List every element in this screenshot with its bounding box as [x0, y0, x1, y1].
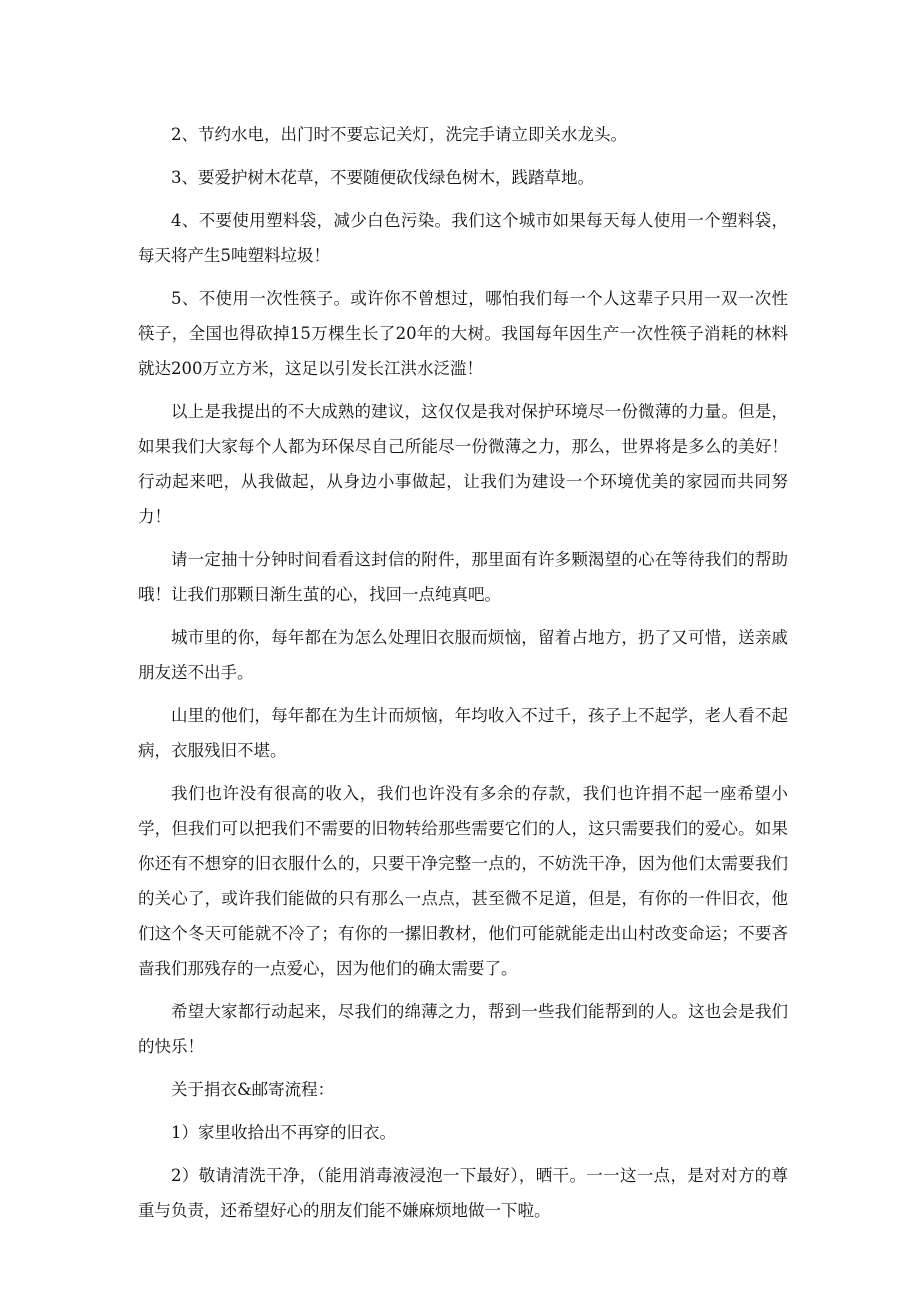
paragraph-tip-5: 5、不使用一次性筷子。或许你不曾想过，哪怕我们每一个人这辈子只用一双一次性筷子，全国也得砍掉15万棵生长了20年的大树。我国每年因生产一次性筷子消耗的林料就达200万立方米，这足以引发长江洪水泛滥！: [138, 289, 788, 378]
paragraph-donation-appeal: 我们也许没有很高的收入，我们也许没有多余的存款，我们也许捐不起一座希望小学，但我们可以把我们不需要的旧物转给那些需要它们的人，这只需要我们的爱心。如果你还有不想穿的旧衣服什么的，只要干净完整一点的，不妨洗干净，因为他们太需要我们的关心了，或许我们能做的只有那么一点点，甚至微不足道，但是，有你的一件旧衣，他们这个冬天可能就不冷了；有你的一摞旧教材，他们可能就能走出山村改变命运；不要吝啬我们那残存的一点爱心，因为他们的确太需要了。: [138, 784, 788, 978]
paragraph-city-people: 城市里的你，每年都在为怎么处理旧衣服而烦恼，留着占地方，扔了又可惜，送亲戚朋友送不出手。: [138, 628, 788, 682]
paragraph-step-1: 1）家里收拾出不再穿的旧衣。: [171, 1123, 396, 1142]
paragraph-call-to-action: 希望大家都行动起来，尽我们的绵薄之力，帮到一些我们能帮到的人。这也会是我们的快乐！: [138, 1002, 788, 1056]
paragraph-tip-2: 2、节约水电，出门时不要忘记关灯，洗完手请立即关水龙头。: [171, 125, 627, 144]
paragraph-step-2: 2）敬请清洗干净，（能用消毒液浸泡一下最好），晒干。一一这一点，是对对方的尊重与负责，还希望好心的朋友们能不嫌麻烦地做一下啦。: [138, 1166, 788, 1220]
paragraph-tip-4: 4、不要使用塑料袋，减少白色污染。我们这个城市如果每天每人使用一个塑料袋，每天将产生5吨塑料垃圾！: [138, 211, 788, 265]
paragraph-conclusion: 以上是我提出的不大成熟的建议，这仅仅是我对保护环境尽一份微薄的力量。但是，如果我们大家每个人都为环保尽自己所能尽一份微薄之力，那么，世界将是多么的美好！行动起来吧，从我做起，从身边小事做起，让我们为建设一个环境优美的家园而共同努力！: [138, 402, 788, 526]
paragraph-mountain-people: 山里的他们，每年都在为生计而烦恼，年均收入不过千，孩子上不起学，老人看不起病，衣服残旧不堪。: [138, 706, 788, 760]
paragraph-process-heading: 关于捐衣&邮寄流程：: [171, 1080, 335, 1099]
paragraph-tip-3: 3、要爱护树木花草，不要随便砍伐绿色树木，践踏草地。: [171, 168, 594, 187]
document-body: [138, 117, 788, 1236]
paragraph-attachment-request: 请一定抽十分钟时间看看这封信的附件，那里面有许多颗渴望的心在等待我们的帮助哦！让我们那颗日渐生茧的心，找回一点纯真吧。: [138, 550, 788, 604]
